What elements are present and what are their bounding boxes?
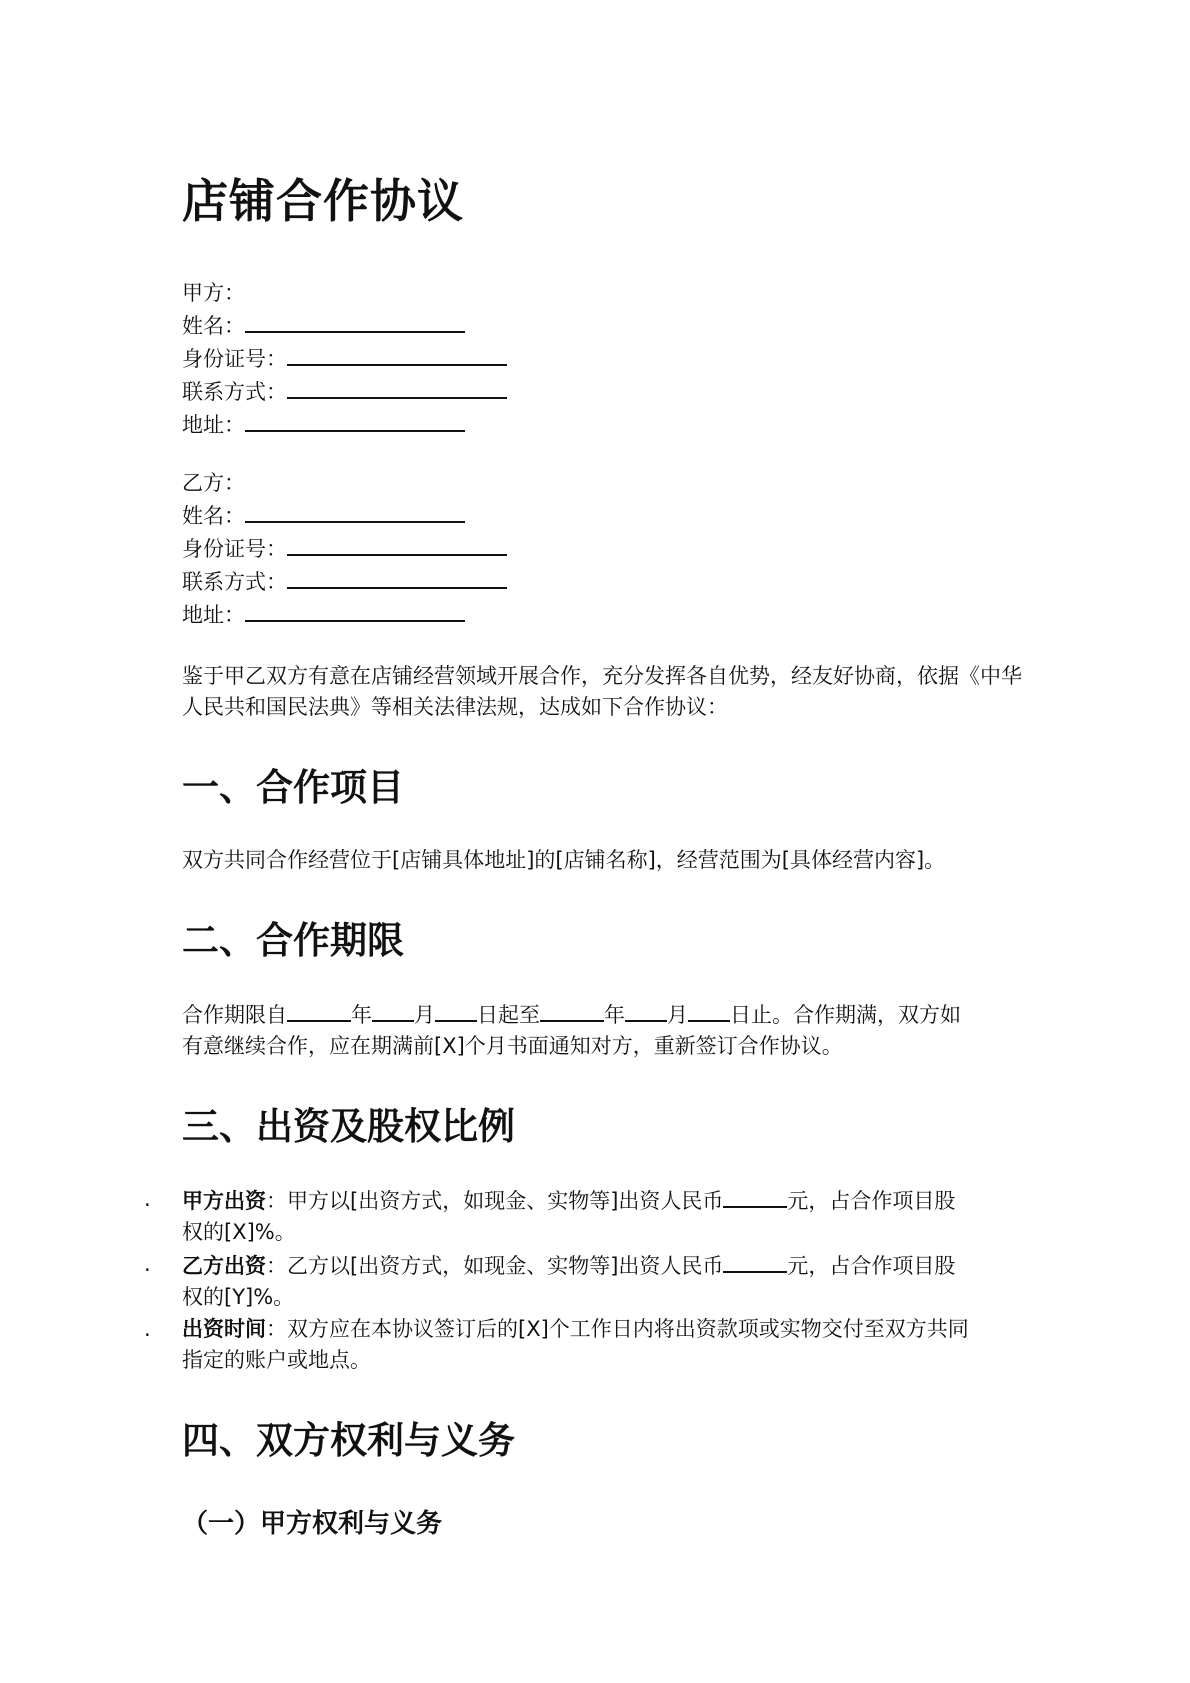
party-b-contact-row <box>182 565 1022 598</box>
party-a-address-blank[interactable] <box>245 408 465 432</box>
term-from-label: 合作期限自 <box>182 1003 287 1027</box>
section-1-heading: 一、合作项目 <box>182 766 404 809</box>
party-b-name-blank[interactable] <box>245 499 465 523</box>
start-month-blank[interactable] <box>372 998 414 1022</box>
party-b-name-row <box>182 499 1022 532</box>
section-3-heading: 三、出资及股权比例 <box>182 1105 515 1148</box>
party-b-id-label: 身份证号： <box>182 537 287 561</box>
end-month-blank[interactable] <box>625 998 667 1022</box>
item-text-tail: 元，占合作项目股 <box>787 1254 956 1278</box>
party-a-name-row <box>182 309 1022 342</box>
party-a-contact-row <box>182 375 1022 408</box>
party-a-block <box>182 278 1022 441</box>
item-label: 甲方出资 <box>182 1189 266 1213</box>
party-a-amount-blank[interactable] <box>723 1184 787 1208</box>
party-a-name-blank[interactable] <box>245 309 465 333</box>
party-b-address-blank[interactable] <box>245 598 465 622</box>
bullet-dot: . <box>144 1252 151 1276</box>
item-text-continued: 权的[Y]%。 <box>182 1285 295 1309</box>
party-a-name-label: 姓名： <box>182 314 245 338</box>
party-a-heading: 甲方： <box>182 281 245 305</box>
item-text-tail: 元，占合作项目股 <box>787 1189 956 1213</box>
party-b-contact-label: 联系方式： <box>182 570 287 594</box>
party-b-name-label: 姓名： <box>182 504 245 528</box>
bullet-dot: . <box>144 1317 151 1341</box>
item-text: ：甲方以[出资方式，如现金、实物等]出资人民币 <box>266 1189 724 1213</box>
bullet-dot: . <box>144 1187 151 1211</box>
list-item <box>144 1249 1022 1313</box>
party-a-contact-blank[interactable] <box>287 375 507 399</box>
party-b-amount-blank[interactable] <box>723 1249 787 1273</box>
end-day-blank[interactable] <box>688 998 730 1022</box>
item-text-continued: 权的[X]%。 <box>182 1220 296 1244</box>
start-day-blank[interactable] <box>435 998 477 1022</box>
end-year-unit: 年 <box>604 1003 625 1027</box>
party-a-id-blank[interactable] <box>287 342 507 366</box>
list-item <box>144 1184 1022 1248</box>
party-b-contact-blank[interactable] <box>287 565 507 589</box>
investment-list <box>144 1184 1022 1376</box>
party-a-id-label: 身份证号： <box>182 347 287 371</box>
section-1-text: 双方共同合作经营位于[店铺具体地址]的[店铺名称]，经营范围为[具体经营内容]。 <box>182 848 946 872</box>
party-a-contact-label: 联系方式： <box>182 380 287 404</box>
start-day-unit: 日起至 <box>477 1003 540 1027</box>
start-year-unit: 年 <box>351 1003 372 1027</box>
section-4-subheading: （一）甲方权利与义务 <box>182 1509 443 1539</box>
start-month-unit: 月 <box>414 1003 435 1027</box>
party-b-heading: 乙方： <box>182 471 245 495</box>
item-label: 乙方出资 <box>182 1254 266 1278</box>
item-text: ：双方应在本协议签订后的[X]个工作日内将出资款项或实物交付至双方共同 <box>266 1317 969 1341</box>
item-text-continued: 指定的账户或地点。 <box>182 1348 371 1372</box>
item-label: 出资时间 <box>182 1317 266 1341</box>
intro-paragraph: 鉴于甲乙双方有意在店铺经营领域开展合作，充分发挥各自优势，经友好协商，依据《中华人民共和国民法典》等相关法律法规，达成如下合作协议： <box>182 664 1022 719</box>
end-day-unit: 日止。合作期满，双方如 <box>730 1003 961 1027</box>
section-2-text <box>182 998 1022 1062</box>
party-a-address-row <box>182 408 1022 441</box>
section-2-heading: 二、合作期限 <box>182 919 404 962</box>
party-b-block <box>182 468 1022 631</box>
renewal-text: 有意继续合作，应在期满前[X]个月书面通知对方，重新签订合作协议。 <box>182 1034 843 1058</box>
start-year-blank[interactable] <box>287 998 351 1022</box>
party-a-address-label: 地址： <box>182 413 245 437</box>
party-b-address-label: 地址： <box>182 603 245 627</box>
item-text: ：乙方以[出资方式，如现金、实物等]出资人民币 <box>266 1254 724 1278</box>
party-a-id-row <box>182 342 1022 375</box>
document-title: 店铺合作协议 <box>182 174 464 228</box>
section-4-heading: 四、双方权利与义务 <box>182 1419 515 1462</box>
document-content <box>144 170 1022 1542</box>
end-month-unit: 月 <box>667 1003 688 1027</box>
party-b-address-row <box>182 598 1022 631</box>
party-b-id-row <box>182 532 1022 565</box>
list-item <box>144 1314 1022 1376</box>
end-year-blank[interactable] <box>540 998 604 1022</box>
party-b-id-blank[interactable] <box>287 532 507 556</box>
